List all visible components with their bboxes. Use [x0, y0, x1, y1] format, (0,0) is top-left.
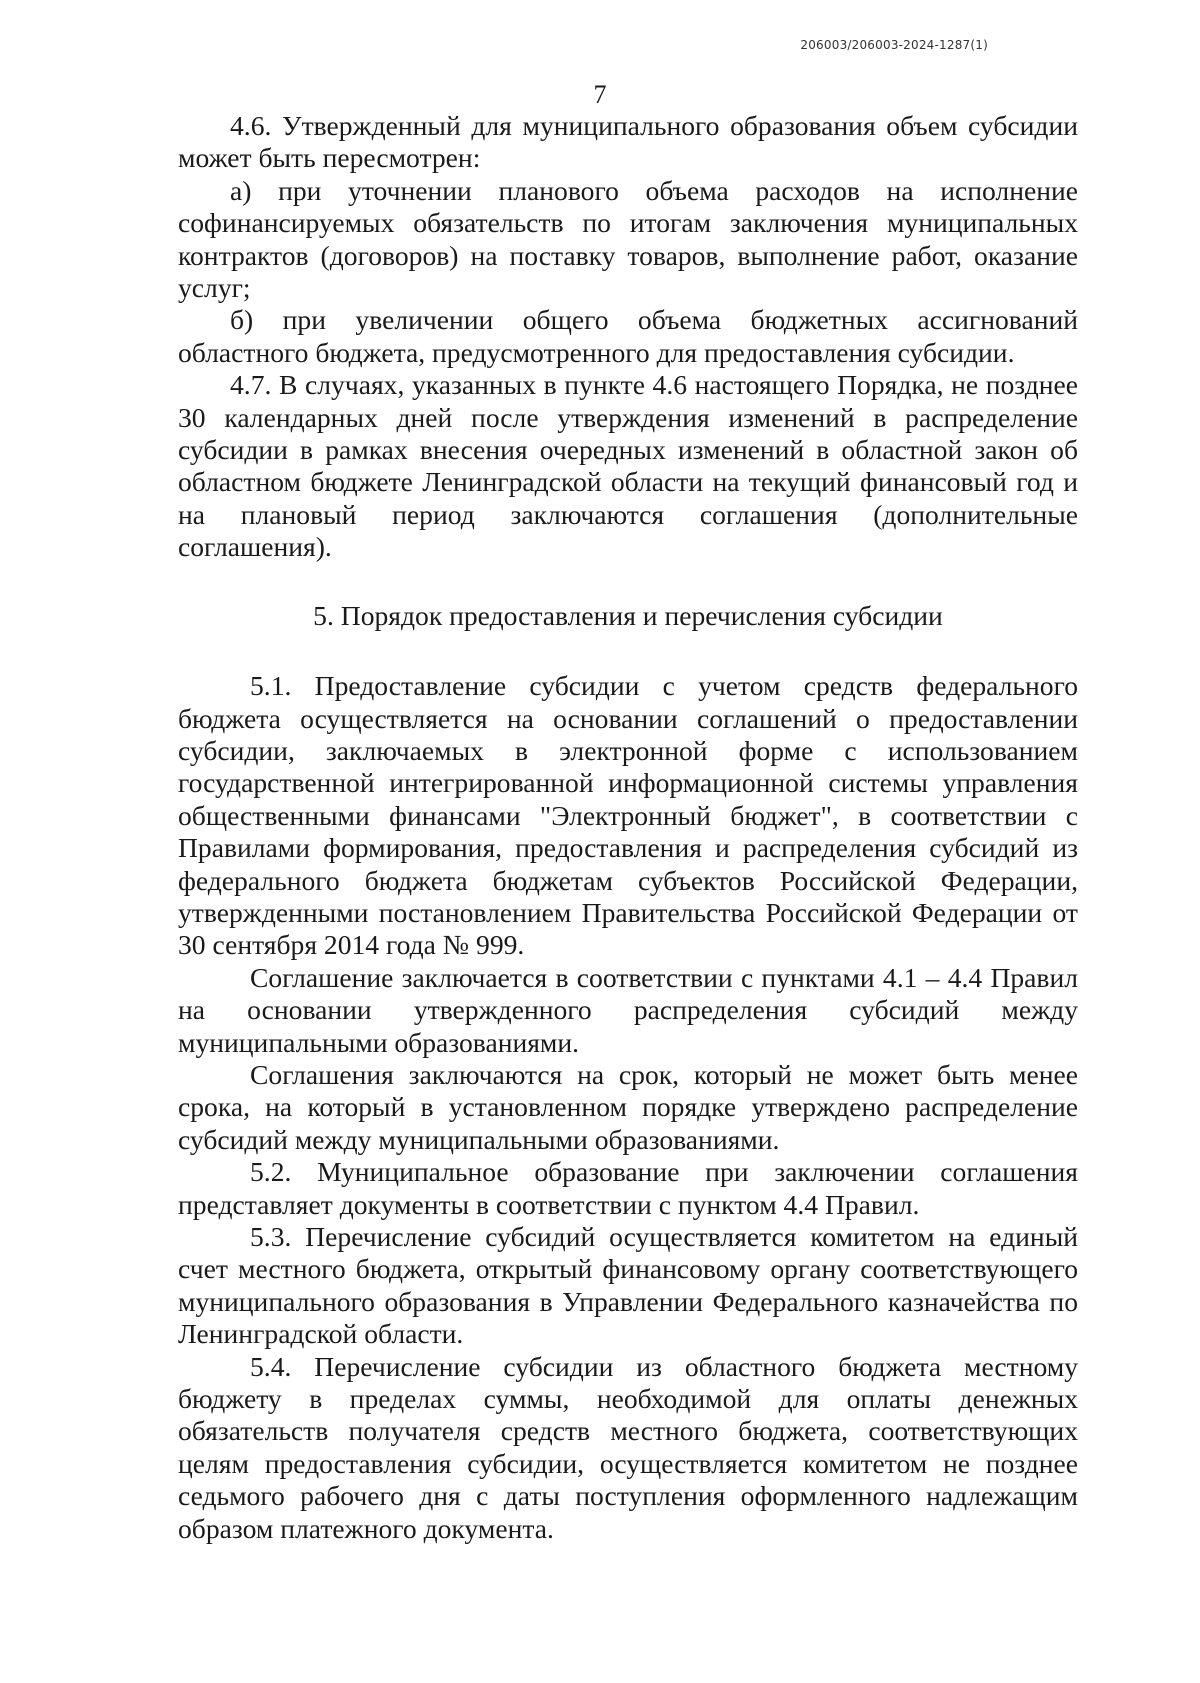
- paragraph-5-1-agreement: Соглашение заключается в соответствии с пунктами 4.1 – 4.4 Правил на основании утвержденного распределения субсидий между муниципальными образованиями.: [178, 961, 1078, 1058]
- document-body: [178, 110, 1078, 1545]
- paragraph-4-6: 4.6. Утвержденный для муниципального образования объем субсидии может быть пересмотрен:: [178, 110, 1078, 174]
- paragraph-5-2: 5.2. Муниципальное образование при заключении соглашения представляет документы в соответствии с пунктом 4.4 Правил.: [178, 1156, 1078, 1220]
- section-5-heading: 5. Порядок предоставления и перечисления субсидии: [313, 599, 943, 631]
- page-number: 7: [593, 80, 607, 109]
- paragraph-5-1: 5.1. Предоставление субсидии с учетом средств федерального бюджета осуществляется на основании соглашений о предоставлении субсидии, заключаемых в электронной форме с использованием государственной интегрированной информационной системы управления общественными финансами "Электронный бюджет", в соответствии с Правилами формирования, предоставления и распределения субсидий из федерального бюджета бюджетам субъектов Российской Федерации, утвержденными постановлением Правительства Российской Федерации от 30 сентября 2014 года № 999.: [178, 670, 1078, 961]
- paragraph-4-6-a: а) при уточнении планового объема расходов на исполнение софинансируемых обязательств по итогам заключения муниципальных контрактов (договоров) на поставку товаров, выполнение работ, оказание услуг;: [178, 174, 1078, 304]
- paragraph-4-6-b: б) при увеличении общего объема бюджетных ассигнований областного бюджета, предусмотренного для предоставления субсидии.: [178, 304, 1078, 368]
- paragraph-5-1-term: Соглашения заключаются на срок, который не может быть менее срока, на который в установленном порядке утверждено распределение субсидий между муниципальными образованиями.: [178, 1058, 1078, 1155]
- paragraph-5-4: 5.4. Перечисление субсидии из областного бюджета местному бюджету в пределах суммы, необходимой для оплаты денежных обязательств получателя средств местного бюджета, соответствующих целям предоставления субсидии, осуществляется комитетом не позднее седьмого рабочего дня с даты поступления оформленного надлежащим образом платежного документа.: [178, 1350, 1078, 1544]
- paragraph-5-3: 5.3. Перечисление субсидий осуществляется комитетом на единый счет местного бюджета, открытый финансовому органу соответствующего муниципального образования в Управлении Федерального казначейства по Ленинградской области.: [178, 1221, 1078, 1350]
- document-registration-code: 206003/206003-2024-1287(1): [800, 38, 988, 52]
- paragraph-4-7: 4.7. В случаях, указанных в пункте 4.6 настоящего Порядка, не позднее 30 календарных дней после утверждения изменений в распределение субсидии в рамках внесения очередных изменений в областной закон об областном бюджете Ленинградской области на текущий финансовый год и на плановый период заключаются соглашения (дополнительные соглашения).: [178, 369, 1078, 563]
